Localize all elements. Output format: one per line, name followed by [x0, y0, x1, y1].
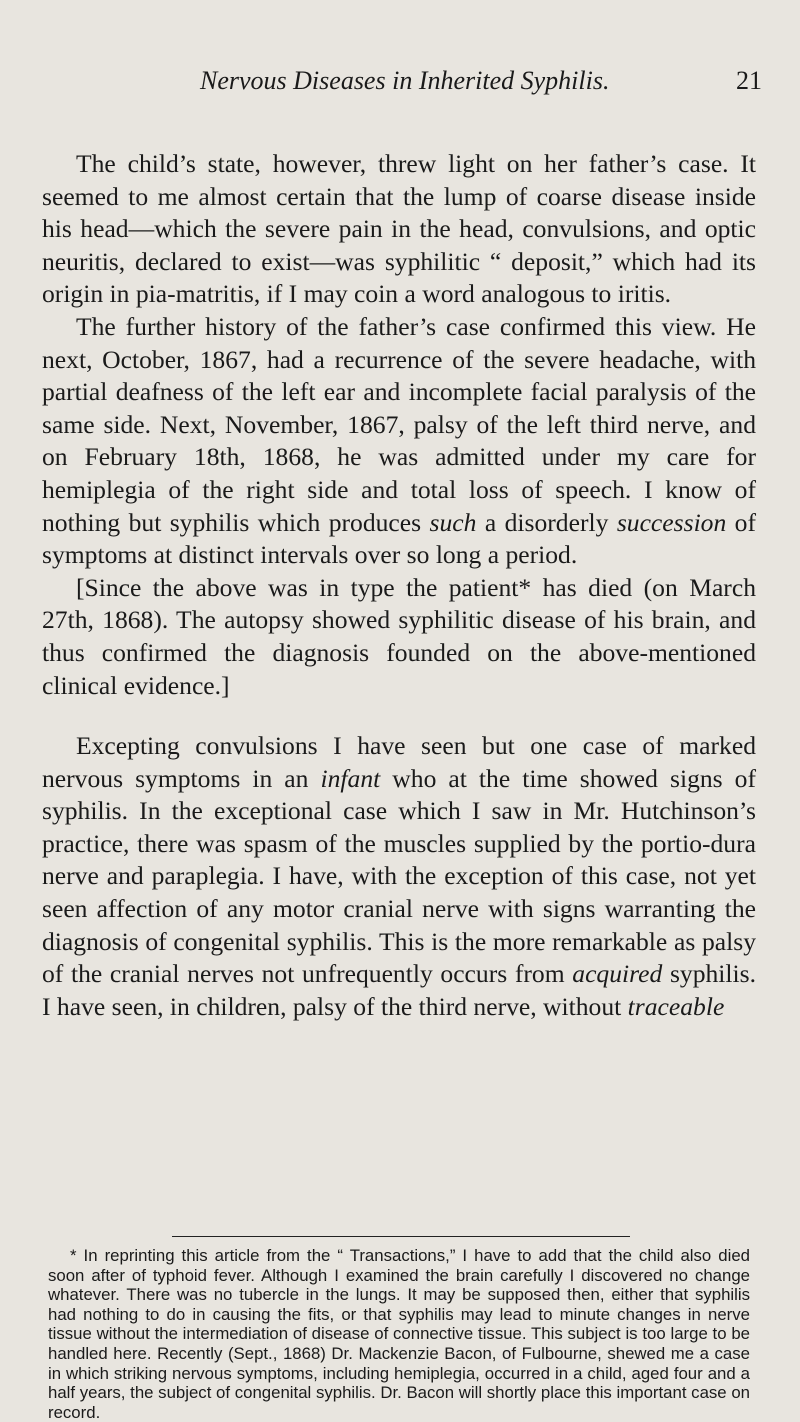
emphasis-succession: succession — [616, 507, 727, 537]
emphasis-infant: infant — [320, 763, 381, 793]
paragraph-2: The further history of the father’s case confirmed this view. He next, October, 1867, had a recurrence of the severe headache, with partial deafness of the left ear and incomplete facial paralysis of the same side. Next, November, 1867, palsy of the left third nerve, and on February 18th, 1868, he was admitted under my care for hemiplegia of the right side and total loss of speech. I know of nothing but syphilis which produces such a disorderly succession of symptoms at distinct intervals over so long a period. — [42, 311, 757, 570]
emphasis-acquired: acquired — [572, 959, 663, 989]
paragraph-1: The child’s state, however, threw light on her father’s case. It seemed to me almost certain that the lump of coarse disease inside his head—which the severe pain in the head, convulsions, and optic neuritis, declared to exist—was syphilitic “ deposit,” which had its origin in pia-matritis, if I may coin a word analogous to iritis. — [42, 149, 756, 309]
footnote-divider — [172, 1236, 630, 1237]
page-number: 21 — [736, 66, 762, 95]
emphasis-traceable: traceable — [627, 991, 725, 1021]
paragraph-3: [Since the above was in type the patient* has died (on March 27th, 1868). The autopsy showed syphilitic disease of his brain, and thus confirmed the diagnosis founded on the above-mentioned clinical evidence.] — [42, 572, 756, 700]
emphasis-such: such — [429, 507, 477, 537]
main-text — [42, 148, 756, 1023]
paragraph-4: Excepting convulsions I have seen but one case of marked nervous symptoms in an infant who at the time showed signs of syphilis. In the exceptional case which I saw in Mr. Hutchinson’s practice, there was spasm of the muscles supplied by the portio-dura nerve and paraplegia. I have, with the exception of this case, not yet seen affection of any motor cranial nerve with signs warranting the diagnosis of congenital syphilis. This is the more remarkable as palsy of the cranial nerves not unfrequently occurs from acquired syphilis. I have seen, in children, palsy of the third nerve, without traceable — [42, 731, 756, 1021]
footnote: * In reprinting this article from the “ Transactions,” I have to add that the child also died soon after of typhoid fever. Although I examined the brain carefully I discovered no change whatever. There was no tubercle in the lungs. It may be supposed then, either that syphilis had nothing to do in causing the fits, or that syphilis may lead to minute changes in nerve tissue without the intermediation of disease of connective tissue. This subject is too large to be handled here. Recently (Sept., 1868) Dr. Mackenzie Bacon, of Fulbourne, shewed me a case in which striking nervous symptoms, including hemiplegia, occurred in a child, aged four and a half years, the subject of congenital syphilis. Dr. Bacon will shortly place this important case on record. — [48, 1246, 750, 1422]
running-title: Nervous Diseases in Inherited Syphilis. — [200, 66, 610, 95]
